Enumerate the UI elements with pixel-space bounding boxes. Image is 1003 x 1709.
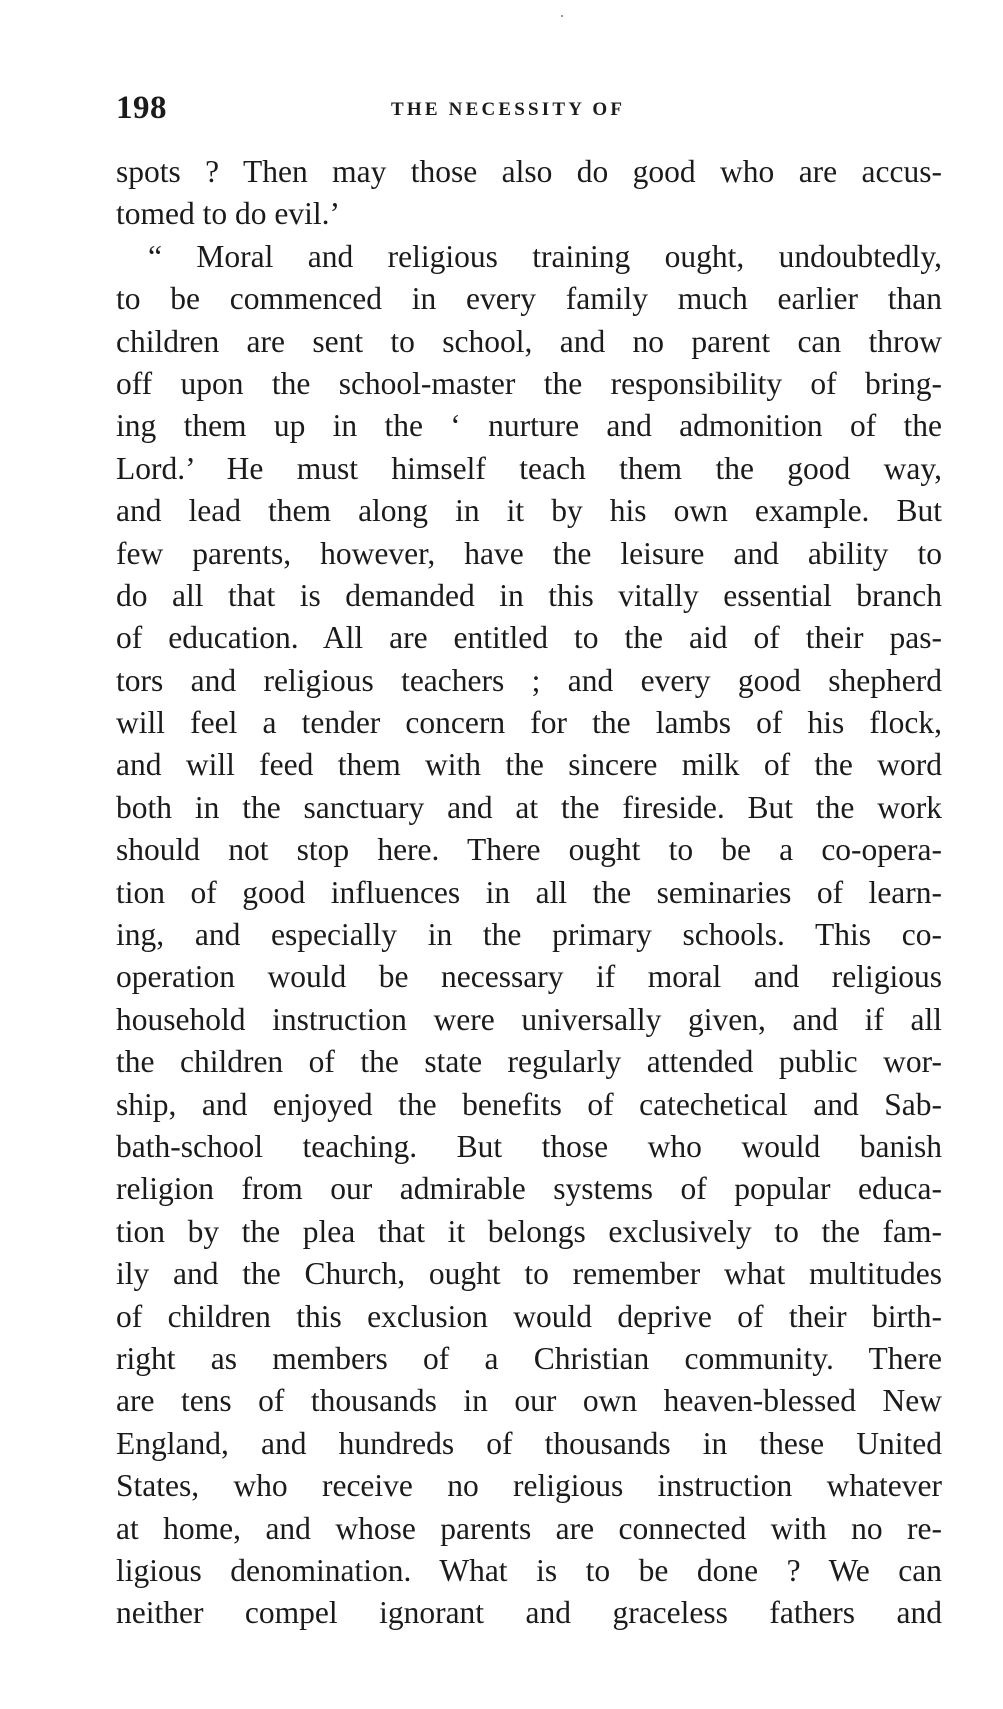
text-line: household instruction were universally given, and if all bbox=[116, 1001, 942, 1037]
page-header bbox=[116, 90, 942, 130]
page-number: 198 bbox=[116, 90, 167, 126]
text-line: do all that is demanded in this vitally essential branch bbox=[116, 577, 942, 613]
text-line: neither compel ignorant and graceless fathers and bbox=[116, 1595, 942, 1631]
text-line: operation would be necessary if moral and religious bbox=[116, 959, 942, 995]
text-line: of children this exclusion would deprive of their birth- bbox=[116, 1298, 942, 1334]
text-line: tomed to do evil.’ bbox=[116, 196, 340, 232]
text-line: States, who receive no religious instruction whatever bbox=[116, 1468, 942, 1504]
text-line: ily and the Church, ought to remember what multitudes bbox=[116, 1256, 942, 1292]
text-line: tion of good influences in all the seminaries of learn- bbox=[116, 874, 942, 910]
text-line: should not stop here. There ought to be a co-opera- bbox=[116, 832, 942, 868]
text-line: of education. All are entitled to the aid of their pas- bbox=[116, 620, 942, 656]
body-text bbox=[116, 151, 942, 1635]
text-line: and lead them along in it by his own example. But bbox=[116, 493, 942, 529]
running-title: THE NECESSITY OF bbox=[391, 99, 626, 120]
text-line: off upon the school-master the responsibility of bring- bbox=[116, 365, 942, 401]
text-line: spots ? Then may those also do good who are accus- bbox=[116, 154, 942, 189]
text-line: tors and religious teachers ; and every good shepherd bbox=[116, 662, 942, 698]
text-line: ligious denomination. What is to be done ? We can bbox=[116, 1552, 942, 1588]
text-line: ship, and enjoyed the benefits of catechetical and Sab- bbox=[116, 1086, 942, 1122]
scan-speck bbox=[561, 15, 563, 17]
text-line: Lord.’ He must himself teach them the good way, bbox=[116, 450, 942, 486]
text-line: bath-school teaching. But those who would banish bbox=[116, 1128, 942, 1164]
text-line: to be commenced in every family much earlier than bbox=[116, 281, 942, 317]
text-line: and will feed them with the sincere milk of the word bbox=[116, 747, 942, 783]
text-line: “ Moral and religious training ought, undoubtedly, bbox=[148, 238, 942, 274]
text-line: at home, and whose parents are connected with no re- bbox=[116, 1510, 942, 1546]
text-line: right as members of a Christian community. There bbox=[116, 1340, 942, 1376]
text-line: ing, and especially in the primary schools. This co- bbox=[116, 917, 942, 953]
text-line: England, and hundreds of thousands in these United bbox=[116, 1425, 942, 1461]
text-line: tion by the plea that it belongs exclusively to the fam- bbox=[116, 1213, 942, 1249]
text-line: will feel a tender concern for the lambs of his flock, bbox=[116, 705, 942, 741]
text-line: children are sent to school, and no parent can throw bbox=[116, 323, 942, 359]
text-line: both in the sanctuary and at the fireside. But the work bbox=[116, 789, 942, 825]
text-line: ing them up in the ‘ nurture and admonition of the bbox=[116, 408, 942, 444]
text-line: religion from our admirable systems of popular educa- bbox=[116, 1171, 942, 1207]
text-line: are tens of thousands in our own heaven-blessed New bbox=[116, 1383, 942, 1419]
text-line: the children of the state regularly attended public wor- bbox=[116, 1044, 942, 1080]
text-line: few parents, however, have the leisure and ability to bbox=[116, 535, 942, 571]
